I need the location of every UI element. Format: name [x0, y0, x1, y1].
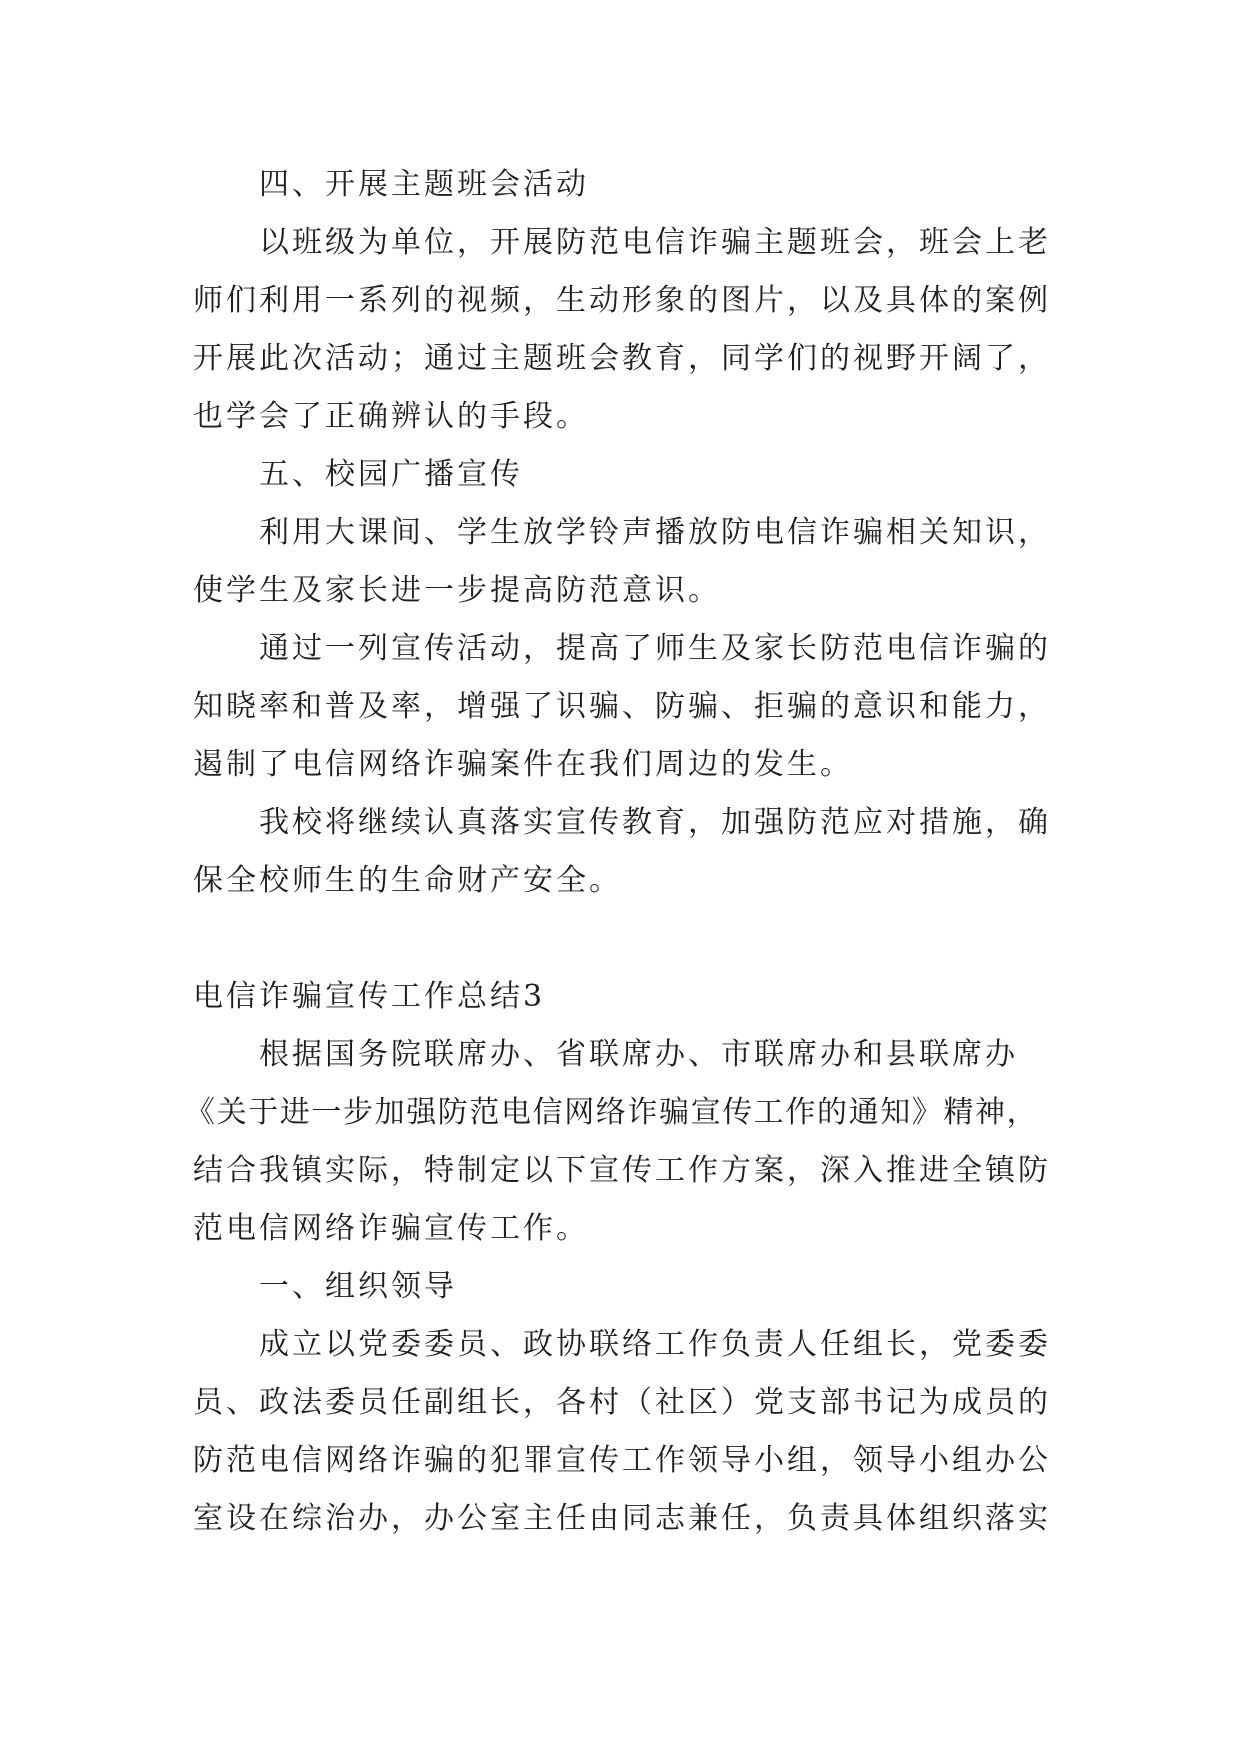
paragraph	[193, 214, 1063, 446]
text-line: 知晓率和普及率，增强了识骗、防骗、拒骗的意识和能力，	[193, 689, 1051, 724]
section-heading: 一、组织领导	[259, 1269, 457, 1304]
text-line: 保全校师生的生命财产安全。	[193, 863, 622, 898]
document-title: 电信诈骗宣传工作总结3	[193, 979, 546, 1014]
text-line: 结合我镇实际，特制定以下宣传工作方案，深入推进全镇防	[193, 1153, 1051, 1188]
text-line: 员、政法委员任副组长，各村（社区）党支部书记为成员的	[193, 1385, 1051, 1420]
paragraph	[185, 1026, 1063, 1258]
paragraph	[193, 1316, 1063, 1548]
section-heading: 四、开展主题班会活动	[259, 167, 589, 202]
text-line: 范电信网络诈骗宣传工作。	[193, 1211, 589, 1246]
text-line: 通过一列宣传活动，提高了师生及家长防范电信诈骗的	[259, 631, 1051, 666]
text-line: 防范电信网络诈骗的犯罪宣传工作领导小组，领导小组办公	[193, 1443, 1051, 1478]
paragraph	[193, 504, 1063, 620]
text-line: 开展此次活动；通过主题班会教育，同学们的视野开阔了，	[193, 341, 1051, 376]
paragraph	[193, 620, 1063, 794]
text-line: 《关于进一步加强防范电信网络诈骗宣传工作的通知》精神，	[185, 1095, 1039, 1130]
paragraph	[193, 794, 1063, 910]
text-line: 我校将继续认真落实宣传教育，加强防范应对措施，确	[259, 805, 1051, 840]
document-body	[185, 156, 1063, 1548]
text-line: 也学会了正确辨认的手段。	[193, 399, 589, 434]
text-line: 师们利用一系列的视频，生动形象的图片，以及具体的案例	[193, 283, 1051, 318]
text-line: 根据国务院联席办、省联席办、市联席办和县联席办	[259, 1037, 1018, 1072]
text-line: 室设在综治办，办公室主任由同志兼任，负责具体组织落实	[193, 1501, 1051, 1536]
text-line: 使学生及家长进一步提高防范意识。	[193, 573, 721, 608]
text-line: 利用大课间、学生放学铃声播放防电信诈骗相关知识，	[259, 515, 1051, 550]
text-line: 成立以党委委员、政协联络工作负责人任组长，党委委	[259, 1327, 1051, 1362]
section-heading: 五、校园广播宣传	[259, 457, 523, 492]
text-line: 以班级为单位，开展防范电信诈骗主题班会，班会上老	[259, 225, 1051, 260]
text-line: 遏制了电信网络诈骗案件在我们周边的发生。	[193, 747, 853, 782]
